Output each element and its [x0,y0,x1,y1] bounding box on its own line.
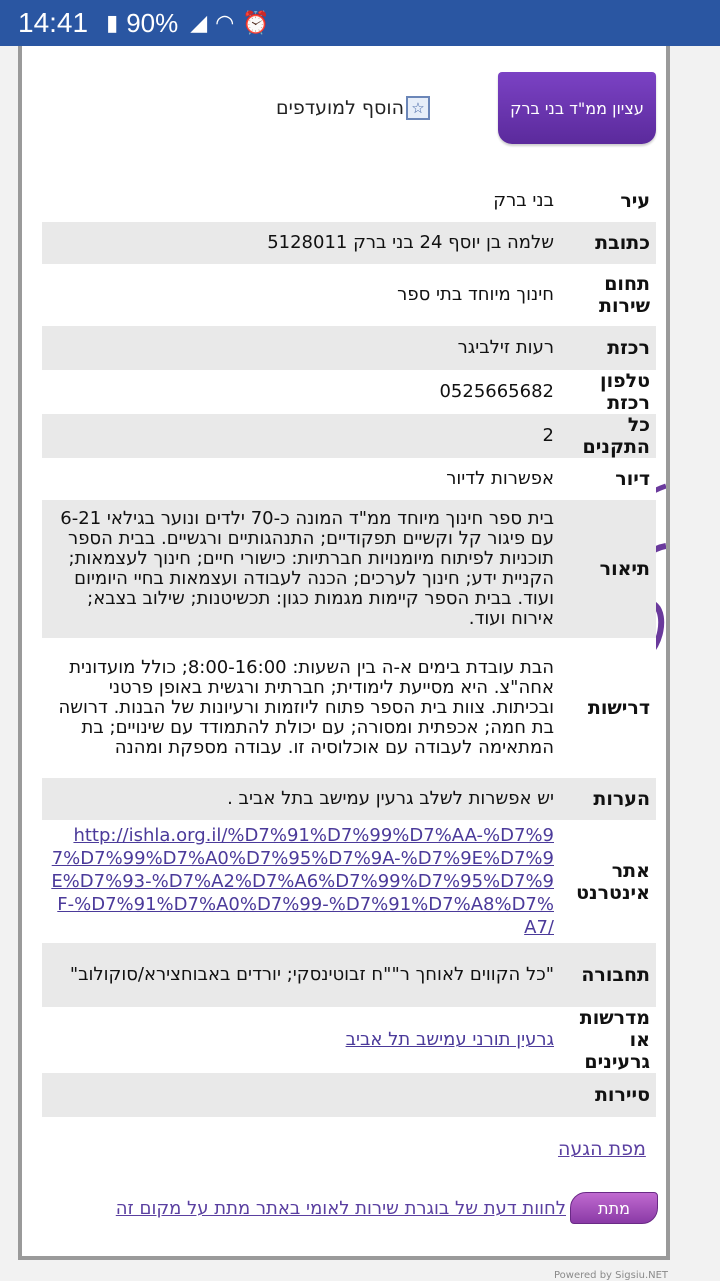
table-row [42,500,656,638]
row-value: יש אפשרות לשלב גרעין עמישב בתל אביב . [227,788,554,809]
signal-icon: ◢ [190,10,208,36]
alarm-icon: ⏰ [242,10,270,36]
battery-icon: ▮ [106,10,119,36]
table-row [42,370,656,414]
row-label: רכזת [607,337,650,359]
row-value: אפשרות לדיור [446,468,554,489]
row-label: תחבורה [581,964,650,986]
table-row [42,458,656,500]
opinion-link[interactable]: לחוות דעת של בוגרת שירות לאומי באתר מתת על מקום זה [115,1197,566,1219]
row-label: עיר [620,190,650,212]
powered-by: Powered by Sigsiu.NET [554,1270,669,1281]
row-label: דרישות [587,697,650,719]
row-label: טלפון רכזת [600,370,650,414]
favorites-label: הוסף למועדפים [276,97,404,119]
wifi-icon: ◠ [215,10,235,36]
table-row [42,1073,656,1117]
row-value: בית ספר חינוך מיוחד ממ"ד המונה כ-70 ילדים ונוער בגילאי 6-21 עם פיגור קל וקשיים תפקודיים; התנהגותיים ורגשיים. בבית הספר תוכניות לפיתוח מיומנויות חברתיות: כישורי חיים; חינוך לעצמאות; הקניית ידע; חינוך לערכים; הכנה לעבודה ועצמאות בחיי היומיום ועוד. בבית הספר קיימות מגמות כגון: תכשיטנות; שילוב בצבא; אירוח ועוד. [60,508,554,629]
organization-button[interactable]: עציון ממ"ד בני ברק [498,72,656,144]
row-value: הבת עובדת בימים א-ה בין השעות: 8:00-16:00; כולל מועדונית אחה"צ. היא מסייעת לימודית; חברתית ורגשית באופן פרטני ובכיתות. צוות בית הספר פתוח ליוזמות ורעיונות של הבנות. דרושה בת חמה; אכפתית ומסורה; עם יכולת להתמודד עם שינויים; בת המתאימה לעבודה עם אוכלוסיה זו. עבודה מספקת ומהנה [58,657,554,758]
row-label: הערות [593,788,650,810]
table-row [42,264,656,326]
battery-percent: 90% [126,7,179,38]
add-to-favorites[interactable] [276,96,430,120]
table-row [42,778,656,820]
row-value: חינוך מיוחד בתי ספר [397,284,554,305]
table-row [42,638,656,778]
row-label: כל התקנים [582,414,650,458]
row-label: דיור [615,468,650,490]
row-value [42,820,564,943]
opinion-footer [66,1192,658,1224]
row-label: תחום שירות [599,273,650,317]
directions-map-link[interactable]: מפת הגעה [558,1138,646,1160]
website-link[interactable]: http://ishla.org.il/%D7%91%D7%99%D7%AA-%D7%97%D7%99%D7%A0%D7%95%D7%9A-%D7%9E%D7%9E%D7%93-%D7%A2%D7%A6%D7%99%D7%95%D7%9F-%D7%91%D7%A0%D7%99-%D7%91%D7%A8%D7%A7/ [51,825,554,938]
matat-logo[interactable]: מתת [570,1192,658,1224]
table-row [42,1007,656,1073]
garin-link[interactable]: גרעין תורני עמישב תל אביב [345,1029,554,1050]
table-row [42,414,656,458]
status-time: 14:41 [18,7,89,38]
row-value: 2 [542,425,554,446]
row-value [42,1073,564,1117]
row-label: כתובת [595,232,650,254]
row-value: 0525665682 [439,381,554,402]
table-row [42,820,656,943]
details-table [42,180,656,1117]
status-bar [0,0,720,46]
table-row [42,326,656,370]
table-row [42,180,656,222]
row-value: בני ברק [493,190,554,211]
row-value: רעות זילביגר [457,337,554,358]
row-label: תיאור [599,558,650,580]
row-value: "כל הקווים לאוחך ר""ח זבוטינסקי; יורדים באבוחצירא/סוקולוב" [69,964,554,985]
row-label: אתר אינטרנט [576,859,650,904]
row-value: שלמה בן יוסף 24 בני ברק 5128011 [267,232,554,253]
entry-card [18,46,670,1260]
star-icon: ☆ [406,96,430,120]
row-label: סיירות [594,1084,650,1106]
row-label: מדרשות או גרעינים [579,1007,650,1073]
row-value [42,1007,564,1073]
table-row [42,943,656,1007]
table-row [42,222,656,264]
